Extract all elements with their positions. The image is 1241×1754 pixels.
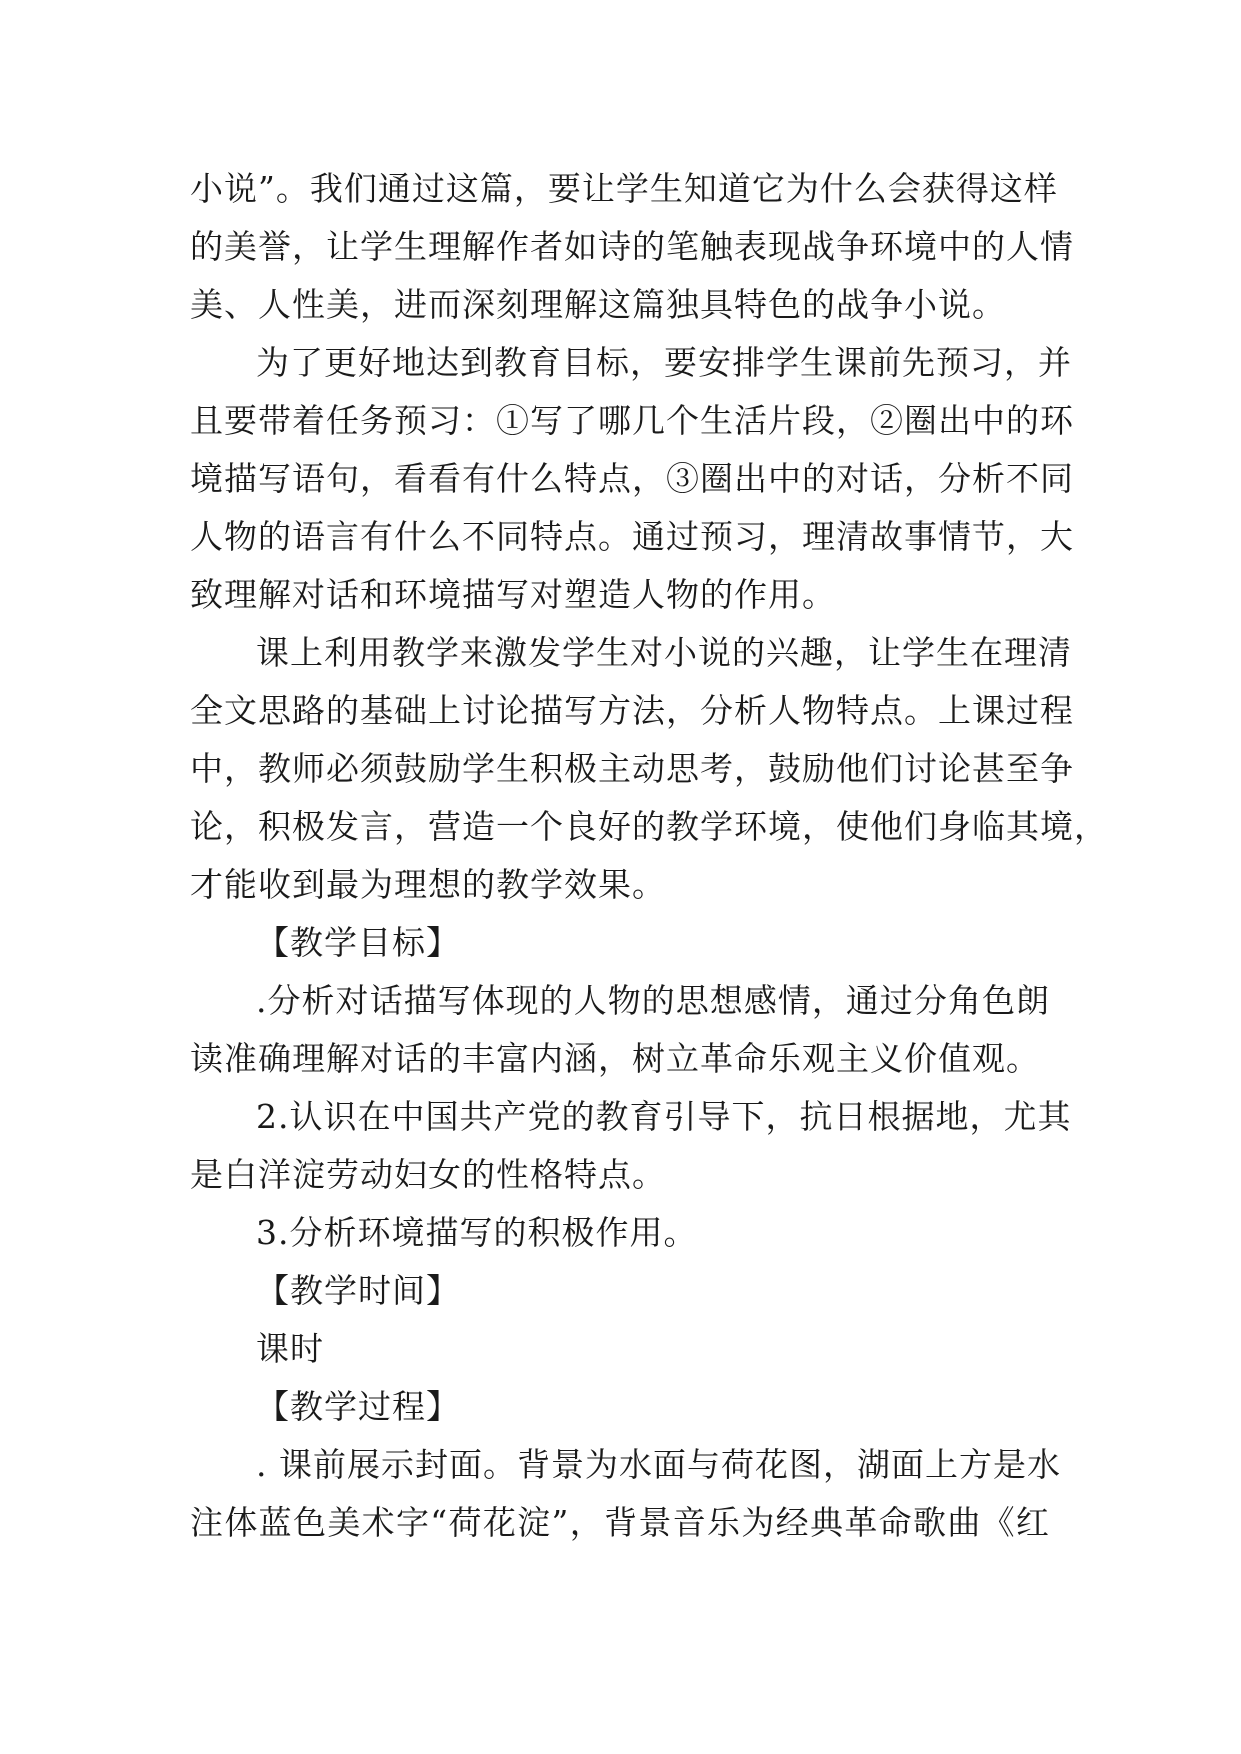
time-value: 课时 <box>256 1329 324 1368</box>
body-line: 人物的语言有什么不同特点。通过预习，理清故事情节，大 <box>190 517 1074 556</box>
objective-item-3: 3.分析环境描写的积极作用。 <box>256 1213 698 1252</box>
body-line: 中，教师必须鼓励学生积极主动思考，鼓励他们讨论甚至争 <box>190 749 1074 788</box>
objective-item-2: 2.认识在中国共产党的教育引导下，抗日根据地，尤其 <box>256 1097 1072 1136</box>
body-line: 才能收到最为理想的教学效果。 <box>190 865 666 904</box>
body-line: 美、人性美，进而深刻理解这篇独具特色的战争小说。 <box>190 285 1006 324</box>
body-line: 境描写语句，看看有什么特点，③圈出中的对话，分析不同 <box>190 459 1074 498</box>
paragraph-start-line: 课上利用教学来激发学生对小说的兴趣，让学生在理清 <box>256 633 1072 672</box>
section-heading-process: 【教学过程】 <box>256 1387 460 1426</box>
paragraph-start-line: 为了更好地达到教育目标，要安排学生课前先预习，并 <box>256 343 1072 382</box>
process-item-1: . 课前展示封面。背景为水面与荷花图，湖面上方是水 <box>256 1445 1061 1484</box>
body-line: 小说”。我们通过这篇，要让学生知道它为什么会获得这样 <box>190 169 1058 208</box>
objective-item-1: .分析对话描写体现的人物的思想感情，通过分角色朗 <box>256 981 1050 1020</box>
body-line: 且要带着任务预习：①写了哪几个生活片段，②圈出中的环 <box>190 401 1074 440</box>
section-heading-time: 【教学时间】 <box>256 1271 460 1310</box>
body-line: 注体蓝色美术字“荷花淀”，背景音乐为经典革命歌曲《红 <box>190 1503 1050 1542</box>
body-line: 全文思路的基础上讨论描写方法，分析人物特点。上课过程 <box>190 691 1074 730</box>
body-line: 的美誉，让学生理解作者如诗的笔触表现战争环境中的人情 <box>190 227 1074 266</box>
body-line: 论，积极发言，营造一个良好的教学环境，使他们身临其境， <box>190 807 1108 846</box>
body-line: 致理解对话和环境描写对塑造人物的作用。 <box>190 575 836 614</box>
body-line: 读准确理解对话的丰富内涵，树立革命乐观主义价值观。 <box>190 1039 1040 1078</box>
document-page <box>190 160 1108 1552</box>
body-line: 是白洋淀劳动妇女的性格特点。 <box>190 1155 666 1194</box>
section-heading-objectives: 【教学目标】 <box>256 923 460 962</box>
